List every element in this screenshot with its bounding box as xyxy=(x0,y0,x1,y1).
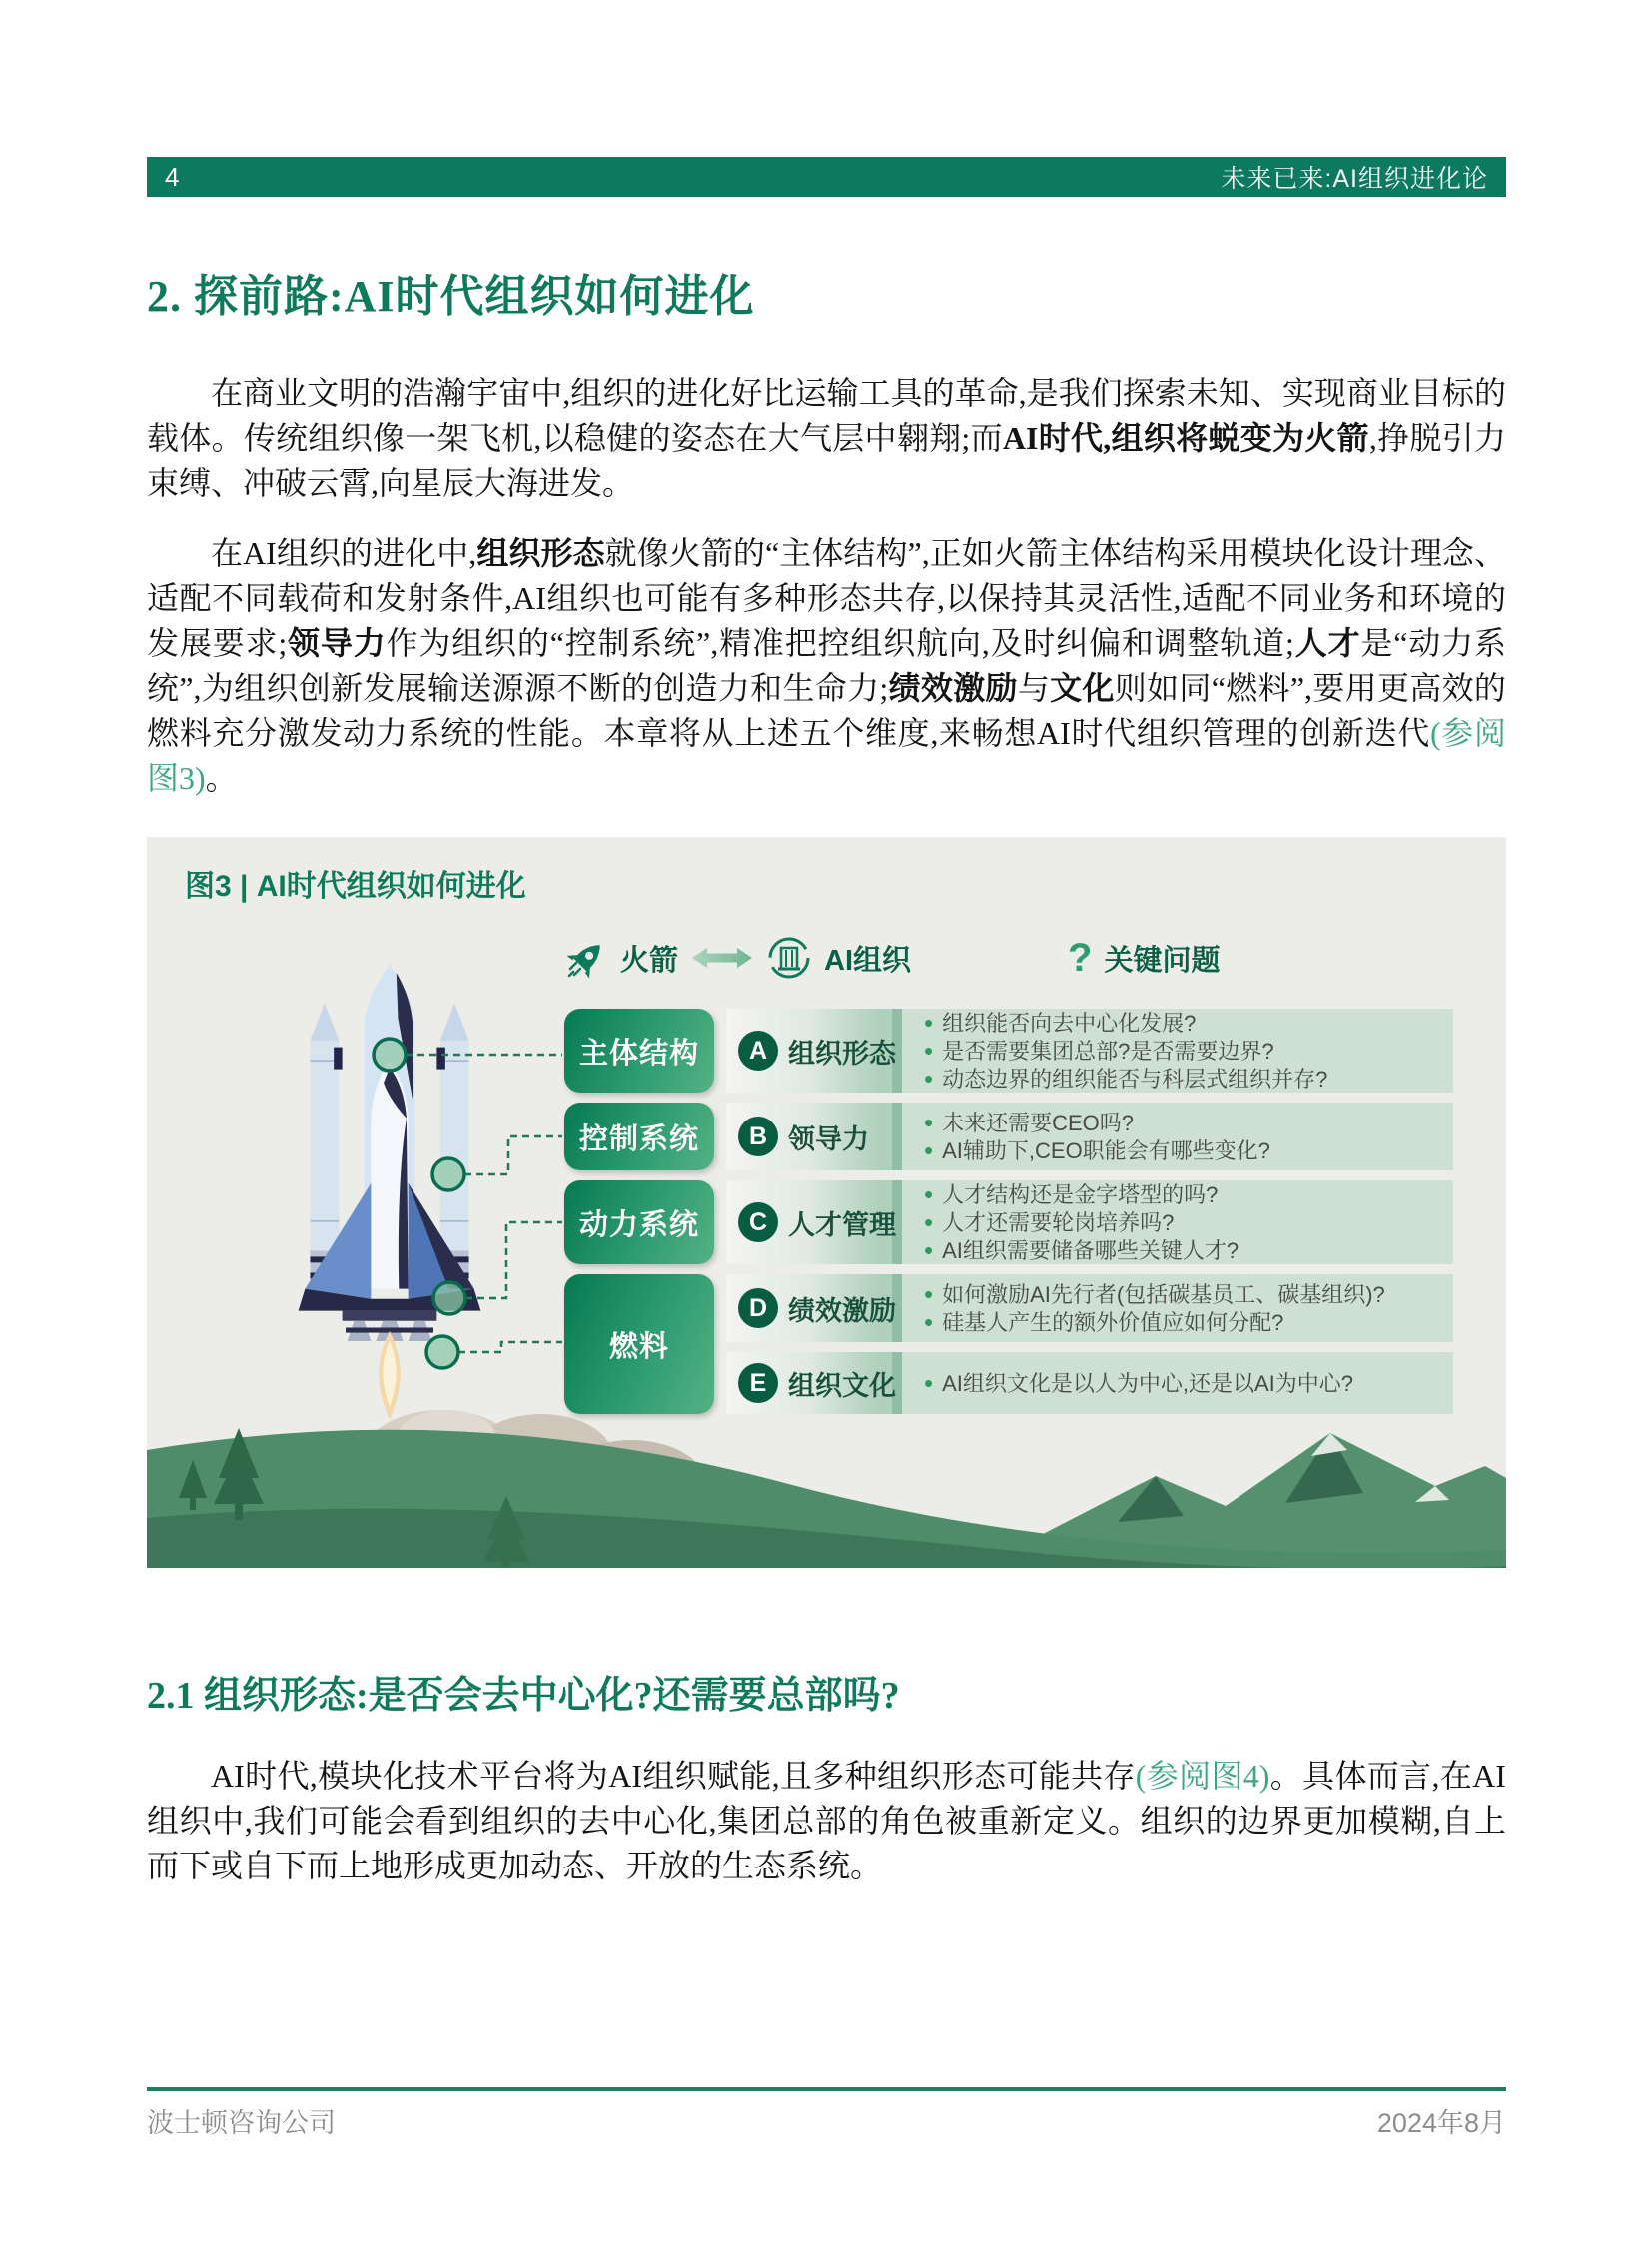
question-item: • 人才结构还是金字塔型的吗? xyxy=(924,1182,1445,1207)
para2-text: 就像火箭的“主体结构”,正如火箭主体结构采用模块化设计理念、适配不同载荷和发射条件,AI组织也可能有多种形态共存,以保持其灵活性,适配不同业务和环境的发展要求; xyxy=(147,535,1506,661)
questions-cell xyxy=(902,1352,1453,1414)
figure-legend-right xyxy=(1068,935,1220,981)
figure-row-culture xyxy=(726,1352,1453,1414)
paragraph-3 xyxy=(147,1754,1506,1888)
letter-badge: D xyxy=(738,1288,778,1328)
letter-badge: E xyxy=(738,1363,778,1403)
rocket-part-pill-fuel: 燃料 xyxy=(564,1274,714,1414)
figure-row-power-system xyxy=(564,1180,1453,1264)
figure-3 xyxy=(147,837,1506,1568)
legend-questions-label: 关键问题 xyxy=(1104,944,1221,977)
figure3-reference-link: (参阅图3) xyxy=(147,715,1506,796)
para1-text: 在商业文明的浩瀚宇宙中,组织的进化好比运输工具的革命,是我们探索未知、实现商业目标的载体。传统组织像一架飞机,以稳健的姿态在大气层中翱翔;而 xyxy=(147,375,1506,456)
dimension-label: 组织形态 xyxy=(788,1038,896,1069)
rocket-part-pill: 控制系统 xyxy=(564,1103,714,1170)
question-item: • 动态边界的组织能否与科层式组织并存? xyxy=(924,1067,1445,1092)
letter-badge: C xyxy=(738,1202,778,1242)
subsection-title: 2.1 组织形态:是否会去中心化?还需要总部吗? xyxy=(147,1675,900,1717)
figure4-reference-link: (参阅图4) xyxy=(1135,1758,1270,1794)
dimension-cell xyxy=(726,1009,902,1093)
para2-text: 与 xyxy=(1017,670,1051,706)
dimension-cell xyxy=(726,1180,902,1264)
question-item: • AI组织文化是以人为中心,还是以AI为中心? xyxy=(924,1371,1445,1396)
section-title: 2. 探前路:AI时代组织如何进化 xyxy=(147,272,755,321)
page-footer xyxy=(147,2101,1506,2140)
question-mark-icon: ? xyxy=(1068,936,1093,980)
footer-date: 2024年8月 xyxy=(1376,2108,1506,2138)
organization-icon xyxy=(766,935,812,981)
para2-bold: 人才 xyxy=(1293,625,1361,661)
figure-legend-left xyxy=(566,935,911,981)
question-item: • 硅基人产生的额外价值应如何分配? xyxy=(924,1310,1445,1335)
page-number: 4 xyxy=(165,161,180,192)
dimension-cell xyxy=(726,1352,902,1414)
question-item: • 如何激励AI先行者(包括碳基员工、碳基组织)? xyxy=(924,1282,1445,1307)
para2-text: 则如同“燃料”,要用更高效的燃料充分激发动力系统的性能。本章将从上述五个维度,来畅想AI时代组织管理的创新迭代 xyxy=(147,670,1506,751)
figure-row-body-structure xyxy=(564,1009,1453,1093)
dimension-label: 领导力 xyxy=(788,1123,869,1154)
paragraph-2 xyxy=(147,531,1506,801)
running-title: 未来已来:AI组织进化论 xyxy=(1221,165,1488,193)
para2-text: 是“动力系统”,为组织创新发展输送源源不断的创造力和生命力; xyxy=(147,625,1506,706)
para2-text: 作为组织的“控制系统”,精准把控组织航向,及时纠偏和调整轨道; xyxy=(386,625,1294,661)
paragraph-1 xyxy=(147,372,1506,506)
rocket-part-pill: 动力系统 xyxy=(564,1180,714,1264)
question-item: • 人才还需要轮岗培养吗? xyxy=(924,1210,1445,1235)
questions-cell xyxy=(902,1009,1453,1093)
page-header-bar xyxy=(147,157,1506,197)
question-item: • 组织能否向去中心化发展? xyxy=(924,1011,1445,1036)
dimension-label: 绩效激励 xyxy=(788,1295,896,1326)
rocket-part-pill: 主体结构 xyxy=(564,1009,714,1093)
para3-text: AI时代,模块化技术平台将为AI组织赋能,且多种组织形态可能共存 xyxy=(211,1758,1136,1794)
para3-text: 。具体而言,在AI组织中,我们可能会看到组织的去中心化,集团总部的角色被重新定义。组织的边界更加模糊,自上而下或自下而上地形成更加动态、开放的生态系统。 xyxy=(147,1758,1506,1883)
rocket-illustration xyxy=(280,959,499,1433)
questions-cell xyxy=(902,1180,1453,1264)
question-item: • AI组织需要储备哪些关键人才? xyxy=(924,1238,1445,1263)
para2-text: 。 xyxy=(205,760,238,796)
rocket-icon xyxy=(566,937,608,979)
footer-company: 波士顿咨询公司 xyxy=(147,2108,336,2138)
dimension-label: 人才管理 xyxy=(788,1209,896,1240)
letter-badge: A xyxy=(738,1031,778,1071)
figure-row-incentives xyxy=(726,1274,1453,1342)
para2-bold: 文化 xyxy=(1050,670,1115,706)
dimension-cell xyxy=(726,1103,902,1170)
legend-rocket-label: 火箭 xyxy=(620,944,679,977)
letter-badge: B xyxy=(738,1117,778,1156)
para2-bold: 领导力 xyxy=(287,625,387,661)
questions-cell xyxy=(902,1274,1453,1342)
para2-bold: 组织形态 xyxy=(476,535,605,571)
question-item: • AI辅助下,CEO职能会有哪些变化? xyxy=(924,1138,1445,1163)
questions-cell xyxy=(902,1103,1453,1170)
dimension-label: 组织文化 xyxy=(788,1370,896,1401)
figure-row-control-system xyxy=(564,1103,1453,1170)
figure-title: 图3 | AI时代组织如何进化 xyxy=(185,870,526,903)
para2-bold: 绩效激励 xyxy=(888,670,1018,706)
para1-text: ,挣脱引力束缚、冲破云霄,向星辰大海进发。 xyxy=(147,420,1506,501)
para1-bold: AI时代,组织将蜕变为火箭 xyxy=(1002,420,1369,456)
legend-org-label: AI组织 xyxy=(824,944,912,977)
question-item: • 是否需要集团总部?是否需要边界? xyxy=(924,1039,1445,1064)
question-item: • 未来还需要CEO吗? xyxy=(924,1111,1445,1135)
double-arrow-icon xyxy=(690,945,754,971)
dimension-cell xyxy=(726,1274,902,1342)
para2-text: 在AI组织的进化中, xyxy=(211,535,477,571)
footer-divider xyxy=(147,2087,1506,2091)
